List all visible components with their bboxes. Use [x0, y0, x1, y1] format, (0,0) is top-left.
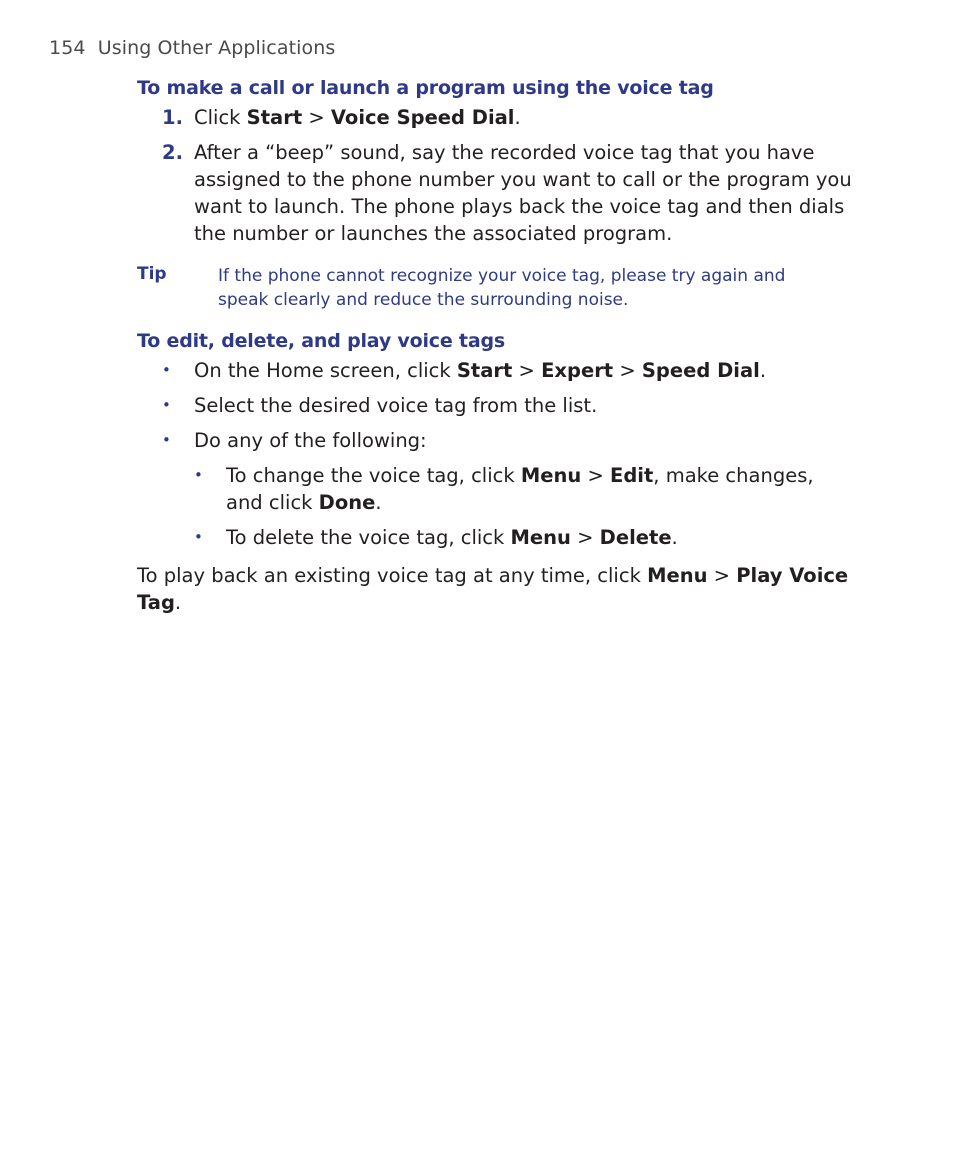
bullet-icon: •: [194, 466, 203, 484]
step-number: 2.: [162, 141, 183, 164]
step-number: 1.: [162, 106, 183, 129]
menu-voice-speed-dial: Voice Speed Dial: [330, 106, 515, 129]
closing-paragraph: To play back an existing voice tag at any time, click Menu > Play Voice Tag.: [137, 564, 849, 614]
section-heading-voice-tag-call: To make a call or launch a program using the voice tag: [137, 77, 714, 99]
list-item: • On the Home screen, click Start > Expert > Speed Dial.: [162, 359, 767, 382]
list-item: • Select the desired voice tag from the list.: [162, 394, 598, 417]
steps-list: [137, 104, 877, 247]
step-text: After a “beep” sound, say the recorded voice tag that you have assigned to the phone number you want to call or the program you want to launch. The phone plays back the voice tag and then dials the number or launches the associated program.: [194, 141, 852, 245]
menu-menu: Menu: [647, 564, 708, 587]
section-title: Using Other Applications: [97, 37, 336, 59]
tip-text: If the phone cannot recognize your voice tag, please try again and speak clearly and reduce the surrounding noise.: [218, 266, 786, 310]
step-1: [137, 104, 877, 131]
bullet-icon: •: [194, 528, 203, 546]
step-text: Click Start > Voice Speed Dial.: [194, 106, 521, 129]
bullet-icon: •: [162, 361, 171, 379]
step-2: [137, 139, 877, 247]
bullet-icon: •: [162, 396, 171, 414]
menu-start: Start: [246, 106, 303, 129]
section-heading-edit-voice-tags: To edit, delete, and play voice tags: [137, 330, 505, 352]
page-header: [49, 37, 335, 59]
bullet-icon: •: [162, 431, 171, 449]
sub-list-item: • To change the voice tag, click Menu > Edit, make changes, and click Done.: [194, 464, 814, 514]
page-number: 154: [49, 37, 86, 59]
bullet-list: [137, 357, 877, 551]
tip-label: Tip: [137, 264, 167, 284]
sub-list-item: • To delete the voice tag, click Menu > Delete.: [194, 526, 678, 549]
menu-play-voice-tag: Play Voice Tag: [137, 564, 849, 614]
tip-box: [137, 264, 857, 312]
list-item: • Do any of the following:: [162, 429, 427, 452]
